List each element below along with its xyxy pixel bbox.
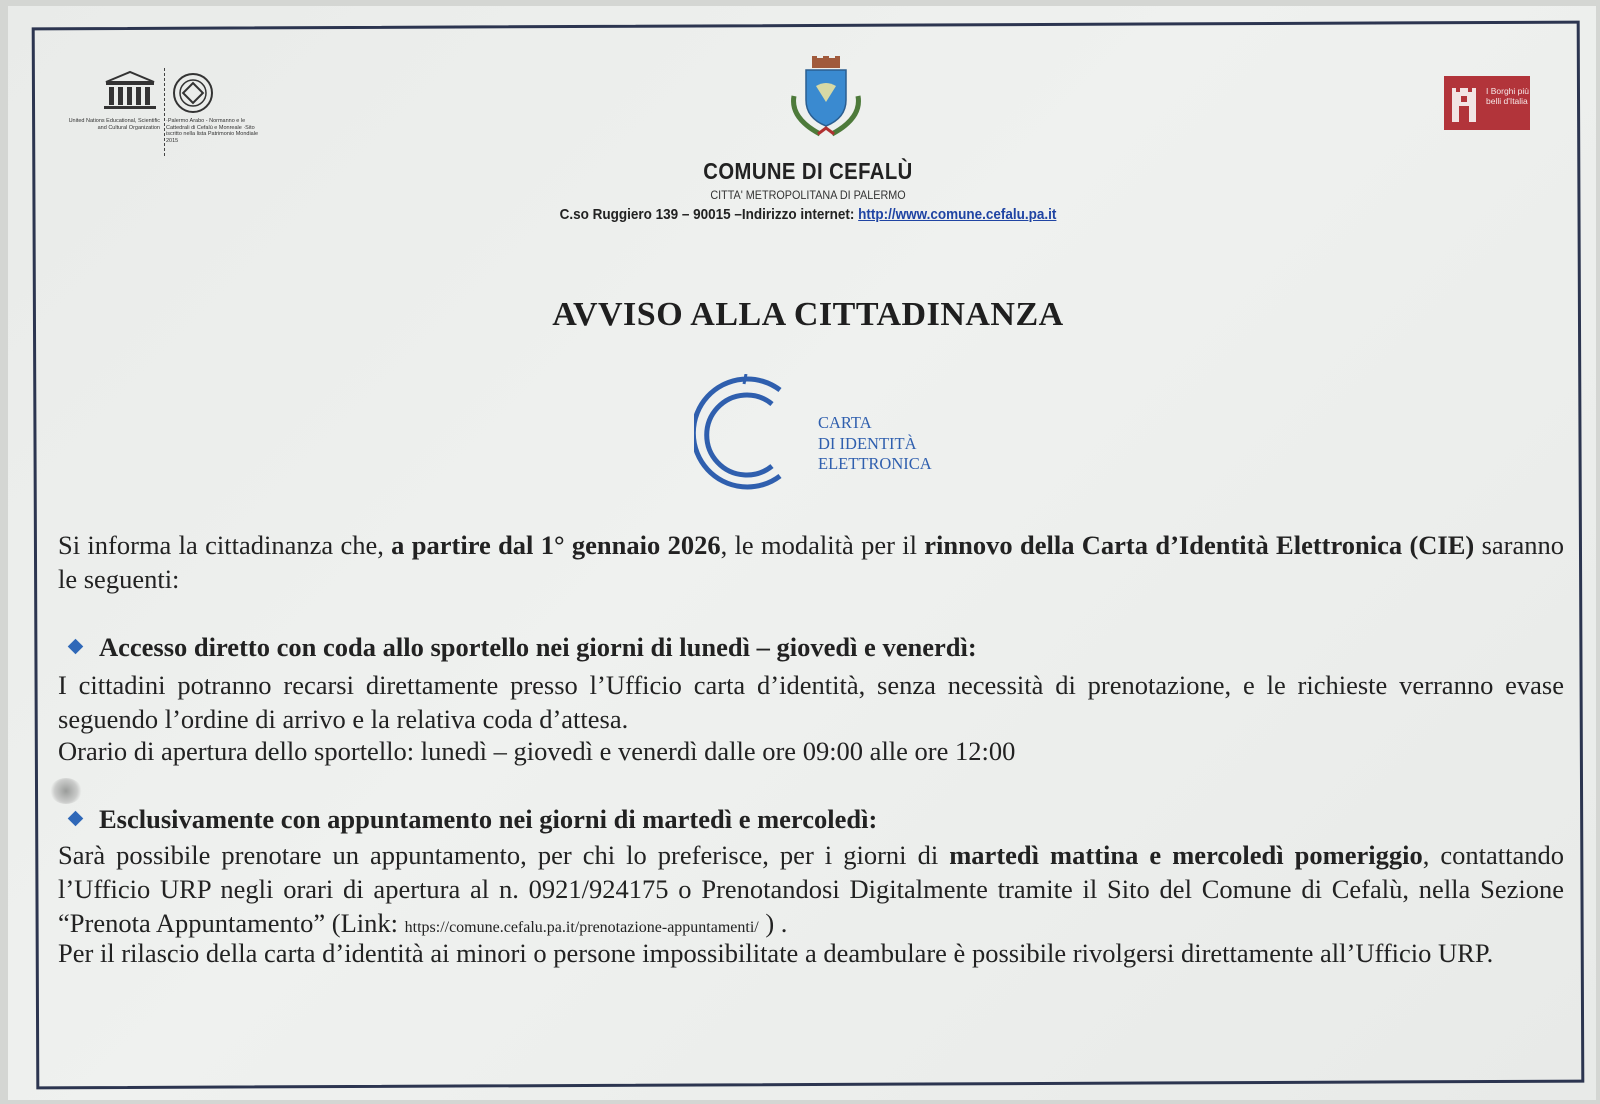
- borghi-tower-icon: [1449, 82, 1479, 124]
- website-link[interactable]: http://www.comune.cefalu.pa.it: [858, 206, 1057, 223]
- section1-heading: [70, 632, 977, 663]
- notice-title: AVVISO ALLA CITTADINANZA: [552, 296, 1064, 333]
- borghi-label: I Borghi più belli d'Italia: [1486, 86, 1529, 106]
- section1-hours: Orario di apertura dello sportello: lunedì – giovedì e venerdì dalle ore 09:00 alle ore 12:00: [58, 736, 1016, 766]
- section2-text-1: Sarà possibile prenotare un appuntamento, per chi lo preferisce, per i giorni di: [58, 840, 950, 870]
- cie-logo-text: [818, 413, 932, 475]
- unesco-org-caption: United Nations Educational, Scientific and Cultural Organization: [68, 118, 160, 131]
- section2-minors: Per il rilascio della carta d’identità ai minori o persone impossibilitate a deambulare è possibile rivolgersi direttamente all’Ufficio URP.: [58, 938, 1494, 968]
- address-text: C.so Ruggiero 139 – 90015 –Indirizzo internet:: [559, 206, 859, 223]
- unesco-logo: [68, 64, 258, 159]
- comune-title: COMUNE DI CEFALÙ: [703, 158, 913, 184]
- unesco-site-caption: ·Palermo Arabo - Normanno e le Cattedrali di Cefalù e Monreale ·Sito iscritto nella lista Patrimonio Mondiale 2015: [166, 118, 259, 144]
- intro-paragraph: [58, 528, 1564, 596]
- intro-date: a partire dal 1° gennaio 2026: [391, 530, 721, 560]
- section2-body: [58, 838, 1564, 945]
- intro-text-1: Si informa la cittadinanza che,: [58, 530, 392, 560]
- intro-cie: rinnovo della Carta d’Identità Elettronica (CIE): [924, 530, 1475, 560]
- section1-body: I cittadini potranno recarsi direttamente presso l’Ufficio carta d’identità, senza necessità di prenotazione, e le richieste verranno evase seguendo l’ordine di arrivo e la relativa coda d’attesa.: [58, 670, 1564, 734]
- section2-text-2: , contattando l’Ufficio URP negli orari di apertura al n. 0921/924175 o Prenotandosi Digitalmente tramite il Sito del Comune di Cefalù, nella Sezione “Prenota Appuntamento” (Link:: [58, 840, 1564, 938]
- section2-text-3: ) .: [758, 908, 788, 938]
- section1-heading-text: Accesso diretto con coda allo sportello nei giorni di lunedì – giovedì e venerdì:: [99, 632, 977, 662]
- unesco-temple-icon: [102, 70, 158, 112]
- cefalu-crest-icon: [780, 56, 872, 144]
- booking-link[interactable]: https://comune.cefalu.pa.it/prenotazione-appuntamenti/: [404, 919, 759, 936]
- section2-heading: [70, 804, 877, 835]
- comune-address: [88, 206, 1528, 223]
- cie-line-carta: CARTA: [818, 413, 872, 432]
- paper-smudge: [50, 778, 82, 804]
- notice-sheet: [8, 6, 1596, 1100]
- borghi-badge: [1444, 76, 1530, 130]
- world-heritage-emblem-icon: [172, 72, 214, 114]
- cie-line-identita: DI IDENTITÀ: [818, 433, 917, 453]
- section2-heading-text: Esclusivamente con appuntamento nei giorni di martedì e mercoledì:: [99, 804, 878, 834]
- bullet-diamond-icon: [68, 811, 84, 827]
- section2-days: martedì mattina e mercoledì pomeriggio: [949, 840, 1423, 870]
- intro-text-3: saranno le seguenti:: [58, 530, 1564, 594]
- comune-subtitle: CITTA' METROPOLITANA DI PALERMO: [710, 188, 906, 202]
- bullet-diamond-icon: [68, 639, 84, 655]
- intro-text-2: , le modalità per il: [720, 530, 925, 560]
- cie-line-elettronica: ELETTRONICA: [818, 454, 932, 473]
